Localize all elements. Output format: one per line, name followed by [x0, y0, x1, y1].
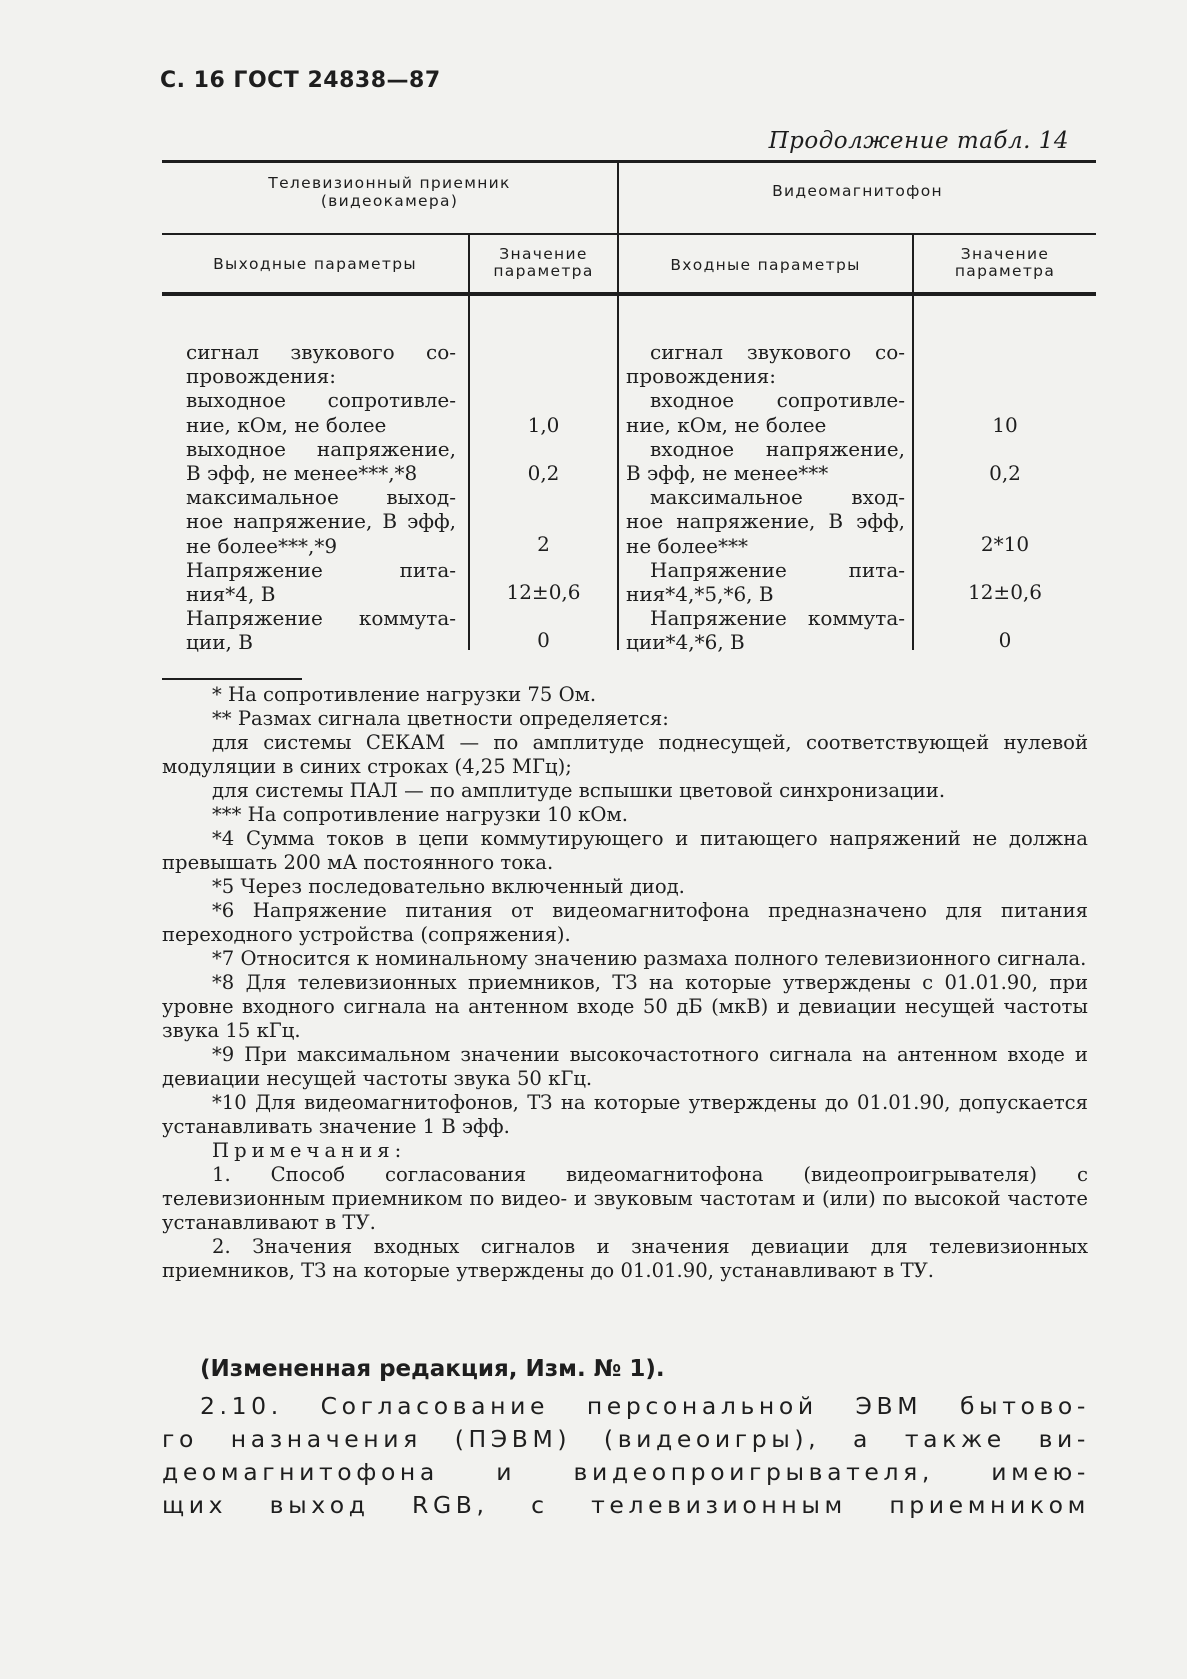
footnote: *8 Для телевизионных приемников, ТЗ на которые утверждены с 01.01.90, при уровне входного сигнала на антенном входе 50 дБ (мкВ) и девиации несущей частоты звука 15 кГц. [162, 971, 1088, 1042]
param-line: ние, кОм, не более [186, 412, 387, 437]
input-value: 2*10 [980, 532, 1030, 556]
col-header-output-params: Выходные параметры [213, 255, 417, 273]
param-line: выходное сопротивле- [186, 388, 456, 413]
note-item: 1. Способ согласования видеомагнитофона (видеопроигрывателя) с телевизионным приемником по видео- и звуковым частотам и (или) по высокой частоте устанавливают в ТУ. [162, 1163, 1088, 1234]
param-line: не более*** [626, 533, 748, 558]
param-line: ное напряжение, В эфф, [626, 509, 905, 534]
clause-line: деомагнитофона и видеопроигрывателя, имею- [162, 1458, 1090, 1486]
clause-2-10 [162, 1390, 1090, 1522]
param-line: ние, кОм, не более [626, 412, 827, 437]
output-value: 12±0,6 [506, 580, 581, 604]
column-header-rule [162, 292, 1096, 296]
footnote: *** На сопротивление нагрузки 10 кОм. [212, 803, 628, 826]
param-line: Напряжение коммута- [186, 606, 456, 631]
param-line: ции, В [186, 630, 253, 655]
footnote: для системы ПАЛ — по амплитуде вспышки цветовой синхронизации. [212, 779, 946, 802]
table-top-rule [162, 160, 1096, 163]
clause-line: щих выход RGB, с телевизионным приемником [162, 1491, 1090, 1519]
page-header: С. 16 ГОСТ 24838—87 [160, 68, 441, 93]
footnote: *9 При максимальном значении высокочастотного сигнала на антенном входе и девиации несущей частоты звука 50 кГц. [162, 1043, 1088, 1090]
param-line: ции*4,*6, В [626, 630, 745, 655]
input-value: 12±0,6 [967, 580, 1042, 604]
group-header-vcr: Видеомагнитофон [772, 182, 943, 200]
input-value: 10 [992, 413, 1018, 437]
footnotes [162, 683, 1088, 1283]
notes-heading: Примечания: [212, 1139, 407, 1162]
output-value: 0,2 [527, 461, 560, 485]
footnote: *7 Относится к номинальному значению размаха полного телевизионного сигнала. [212, 947, 1087, 970]
output-value: 2 [537, 532, 550, 556]
note-item: 2. Значения входных сигналов и значения девиации для телевизионных приемников, ТЗ на которые утверждены до 01.01.90, устанавливают в ТУ. [162, 1235, 1088, 1282]
clause-line: 2.10. Согласование персональной ЭВМ бытово- [200, 1392, 1090, 1420]
param-line: провождения: [186, 364, 337, 389]
param-line: ния*4,*5,*6, В [626, 582, 774, 607]
footnote: *5 Через последовательно включенный диод. [212, 875, 685, 898]
param-line: Напряжение пита- [650, 557, 905, 582]
parameters-table [162, 160, 1096, 655]
footnote: * На сопротивление нагрузки 75 Ом. [212, 683, 597, 706]
input-value: 0,2 [989, 461, 1021, 485]
group-header-tv-receiver: Телевизионный приемник (видеокамера) [268, 174, 511, 210]
param-line: Напряжение коммута- [650, 606, 905, 631]
table-caption: Продолжение табл. 14 [768, 128, 1069, 154]
param-line: выходное напряжение, [186, 436, 456, 461]
footnote-rule [162, 678, 302, 680]
param-line: сигнал звукового со- [186, 340, 456, 364]
output-value: 1,0 [527, 413, 560, 437]
footnote: *10 Для видеомагнитофонов, ТЗ на которые утверждены до 01.01.90, допускается устанавливать значение 1 В эфф. [162, 1091, 1088, 1138]
footnote: для системы СЕКАМ — по амплитуде поднесущей, соответствующей нулевой модуляции в синих строках (4,25 МГц); [162, 731, 1088, 778]
param-line: ное напряжение, В эфф, [186, 509, 456, 534]
col-header-input-params: Входные параметры [670, 256, 861, 274]
footnote: ** Размах сигнала цветности определяется: [212, 707, 669, 730]
param-line: максимальное вход- [650, 485, 905, 510]
param-line: провождения: [626, 364, 777, 389]
group-header-rule [162, 233, 1096, 235]
amendment-note: (Измененная редакция, Изм. № 1). [200, 1356, 665, 1382]
param-line: сигнал звукового со- [650, 340, 905, 364]
center-divider [617, 160, 619, 650]
output-params-cell [186, 340, 456, 655]
footnote: *6 Напряжение питания от видеомагнитофона предназначено для питания переходного устройства (сопряжения). [162, 899, 1088, 946]
param-line: максимальное выход- [186, 485, 456, 510]
col-header-output-value: Значение параметра [493, 245, 594, 280]
input-params-cell [626, 340, 905, 655]
input-value: 0 [998, 628, 1012, 652]
output-value: 0 [537, 628, 550, 652]
param-line: входное сопротивле- [650, 388, 905, 413]
param-line: Напряжение пита- [186, 557, 456, 582]
param-line: не более***,*9 [186, 533, 338, 558]
param-line: ния*4, В [186, 582, 276, 607]
param-line: входное напряжение, [650, 436, 905, 461]
param-line: В эфф, не менее***,*8 [186, 461, 418, 486]
clause-line: го назначения (ПЭВМ) (видеоигры), а также ви- [162, 1425, 1090, 1453]
param-line: В эфф, не менее*** [626, 461, 829, 486]
col-header-input-value: Значение параметра [954, 245, 1056, 280]
footnote: *4 Сумма токов в цепи коммутирующего и питающего напряжений не должна превышать 200 мА постоянного тока. [162, 827, 1088, 874]
